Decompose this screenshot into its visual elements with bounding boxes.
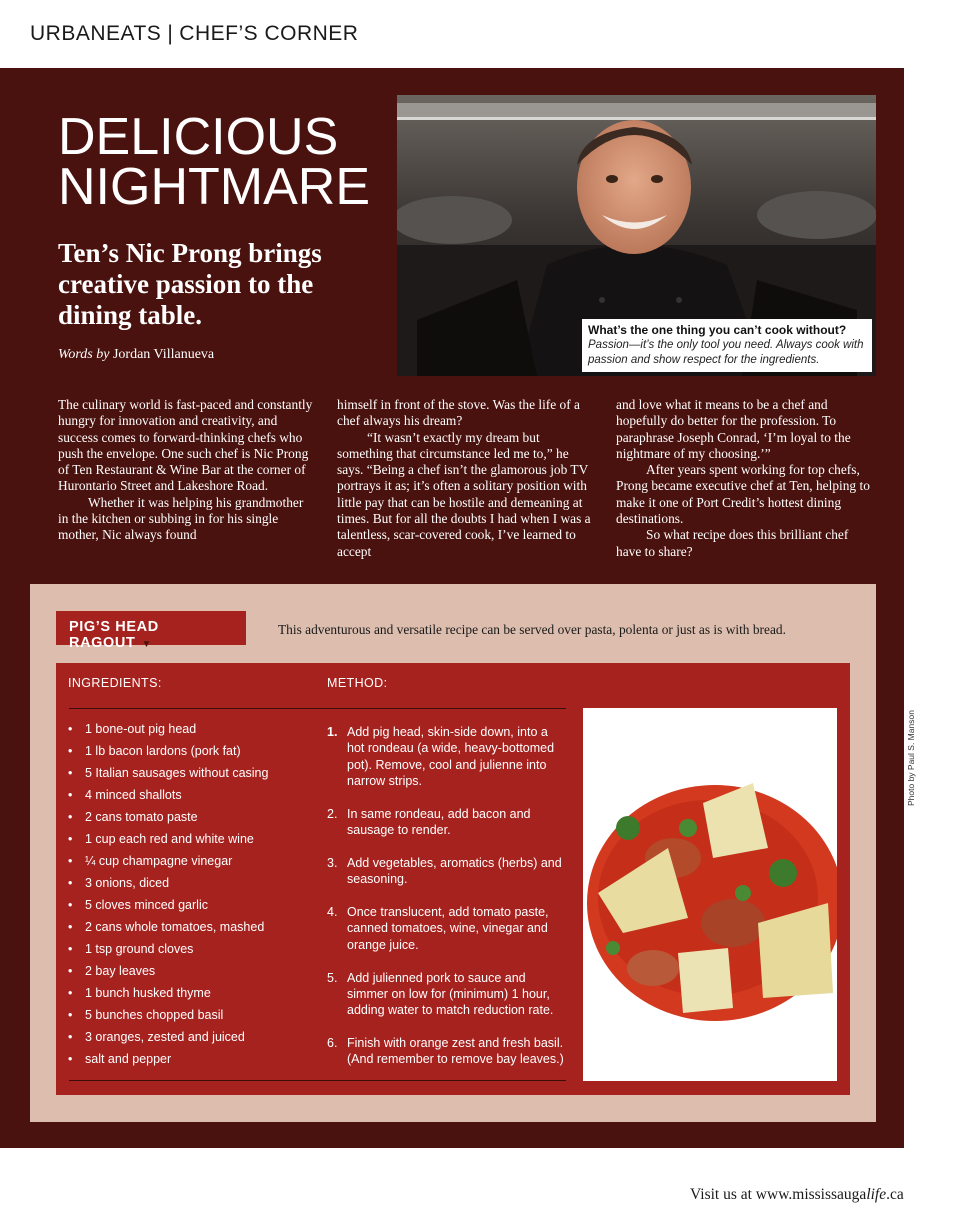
title-line-1: DELICIOUS (58, 108, 339, 166)
body-column-2 (337, 397, 595, 560)
footer-website (690, 1186, 904, 1204)
ingredient-item: • salt and pepper (68, 1051, 268, 1073)
ingredient-item: • 1 lb bacon lardons (pork fat) (68, 743, 268, 765)
step-number: 6. (327, 1036, 338, 1051)
ingredient-item: • 2 cans whole tomatoes, mashed (68, 919, 268, 941)
caption-question: What’s the one thing you can’t cook without? (588, 323, 847, 337)
photo-caption (582, 319, 872, 372)
method-step (327, 970, 567, 1019)
ingredients-heading: INGREDIENTS: (68, 676, 162, 690)
recipe-title-tag (56, 611, 246, 651)
article-body (58, 397, 876, 567)
ingredient-item: • 3 onions, diced (68, 875, 268, 897)
footer-suffix: .ca (886, 1186, 904, 1203)
step-number: 5. (327, 970, 338, 985)
step-text: Add julienned pork to sauce and simmer on low for (minimum) 1 hour, adding water to match reduction rate. (347, 970, 554, 1018)
brand-name: URBANEATS (30, 22, 162, 45)
caption-answer: Passion—it’s the only tool you need. Always cook with passion and show respect for the ingredients. (588, 339, 864, 366)
photo-credit: Photo by Paul S. Manson (906, 710, 916, 806)
paragraph: “It wasn’t exactly my dream but something that circumstance led me to,” he says. “Being a chef isn’t the glamorous job TV portrays it as; it’s often a solitary position with little pay that can be hostile and demeaning at times. But for all the doubts I had when I was a talentless, scar-covered cook, I’ve learned to accept (337, 429, 591, 559)
step-text: In same rondeau, add bacon and sausage to render. (347, 806, 531, 838)
ingredient-item: • ¼ cup champagne vinegar (68, 853, 268, 875)
step-text: Add vegetables, aromatics (herbs) and seasoning. (347, 855, 562, 887)
paragraph: So what recipe does this brilliant chef have to share? (616, 527, 849, 559)
method-heading: METHOD: (327, 676, 388, 690)
method-step (327, 724, 567, 789)
recipe-intro: This adventurous and versatile recipe can be served over pasta, polenta or just as is with bread. (278, 622, 786, 637)
step-text: Finish with orange zest and fresh basil. (And remember to remove bay leaves.) (347, 1036, 564, 1067)
article-title (58, 108, 370, 216)
body-column-1 (58, 397, 316, 544)
method-list (327, 724, 567, 1084)
step-text: Add pig head, skin-side down, into a hot rondeau (a wide, heavy-bottomed pot). Remove, cool and julienne into narrow strips. (347, 725, 555, 788)
ingredient-item: • 5 cloves minced garlic (68, 897, 268, 919)
ingredient-item: • 5 bunches chopped basil (68, 1007, 268, 1029)
dish-photo (583, 708, 837, 1081)
byline-prefix: Words by (58, 347, 110, 362)
ragout-dish-image (583, 708, 837, 1081)
chef-photo (397, 95, 876, 376)
byline (58, 347, 214, 363)
step-number: 1. (327, 725, 338, 739)
body-column-3 (616, 397, 874, 560)
method-step (327, 1035, 567, 1068)
ingredient-item: • 1 tsp ground cloves (68, 941, 268, 963)
footer-italic: life (866, 1186, 887, 1203)
method-step (327, 806, 567, 839)
divider (69, 708, 566, 709)
paragraph: and love what it means to be a chef and hopefully do better for the profession. To paraphrase Joseph Conrad, ‘I’m loyal to the nightmare of my choosing.’” (616, 397, 851, 461)
header-separator: | (167, 22, 174, 45)
paragraph: himself in front of the stove. Was the life of a chef always his dream? (337, 397, 580, 429)
magazine-header (30, 22, 358, 46)
title-line-2: NIGHTMARE (58, 158, 370, 216)
step-text: Once translucent, add tomato paste, canned tomatoes, wine, vinegar and orange juice. (347, 905, 549, 952)
ingredient-item: • 3 oranges, zested and juiced (68, 1029, 268, 1051)
ingredient-item: • 1 bone-out pig head (68, 721, 268, 743)
ingredient-item: • 2 cans tomato paste (68, 809, 268, 831)
ingredient-item: • 1 cup each red and white wine (68, 831, 268, 853)
recipe-box (30, 584, 876, 1122)
step-number: 4. (327, 905, 338, 920)
paragraph: Whether it was helping his grandmother in the kitchen or subbing in for his single mother, Nic always found (58, 494, 304, 543)
recipe-name: PIG’S HEAD RAGOUT (69, 619, 159, 651)
byline-author: Jordan Villanueva (112, 347, 215, 362)
ingredient-item: • 5 Italian sausages without casing (68, 765, 268, 787)
ingredient-item: • 1 bunch husked thyme (68, 985, 268, 1007)
article-subtitle: Ten’s Nic Prong brings creative passion to the dining table. (58, 238, 322, 330)
ingredients-list (68, 721, 268, 1073)
footer-prefix: Visit us at www.mississauga (690, 1186, 867, 1203)
method-step (327, 904, 567, 953)
ingredient-item: • 2 bay leaves (68, 963, 268, 985)
step-number: 3. (327, 855, 338, 870)
section-name: CHEF’S CORNER (179, 22, 359, 45)
caret-down-icon: ▼ (141, 639, 152, 650)
step-number: 2. (327, 806, 338, 821)
paragraph: The culinary world is fast-paced and constantly hungry for innovation and creativity, and success comes to forward-thinking chefs who push the envelope. One such chef is Nic Prong of Ten Restaurant & Wine Bar at the corner of Hurontario Street and Lakeshore Road. (58, 397, 313, 494)
paragraph: After years spent working for top chefs, Prong became executive chef at Ten, helping to make it one of Port Credit’s hottest dining destinations. (616, 462, 870, 527)
method-step (327, 855, 567, 888)
recipe-card (56, 663, 850, 1095)
ingredient-item: • 4 minced shallots (68, 787, 268, 809)
